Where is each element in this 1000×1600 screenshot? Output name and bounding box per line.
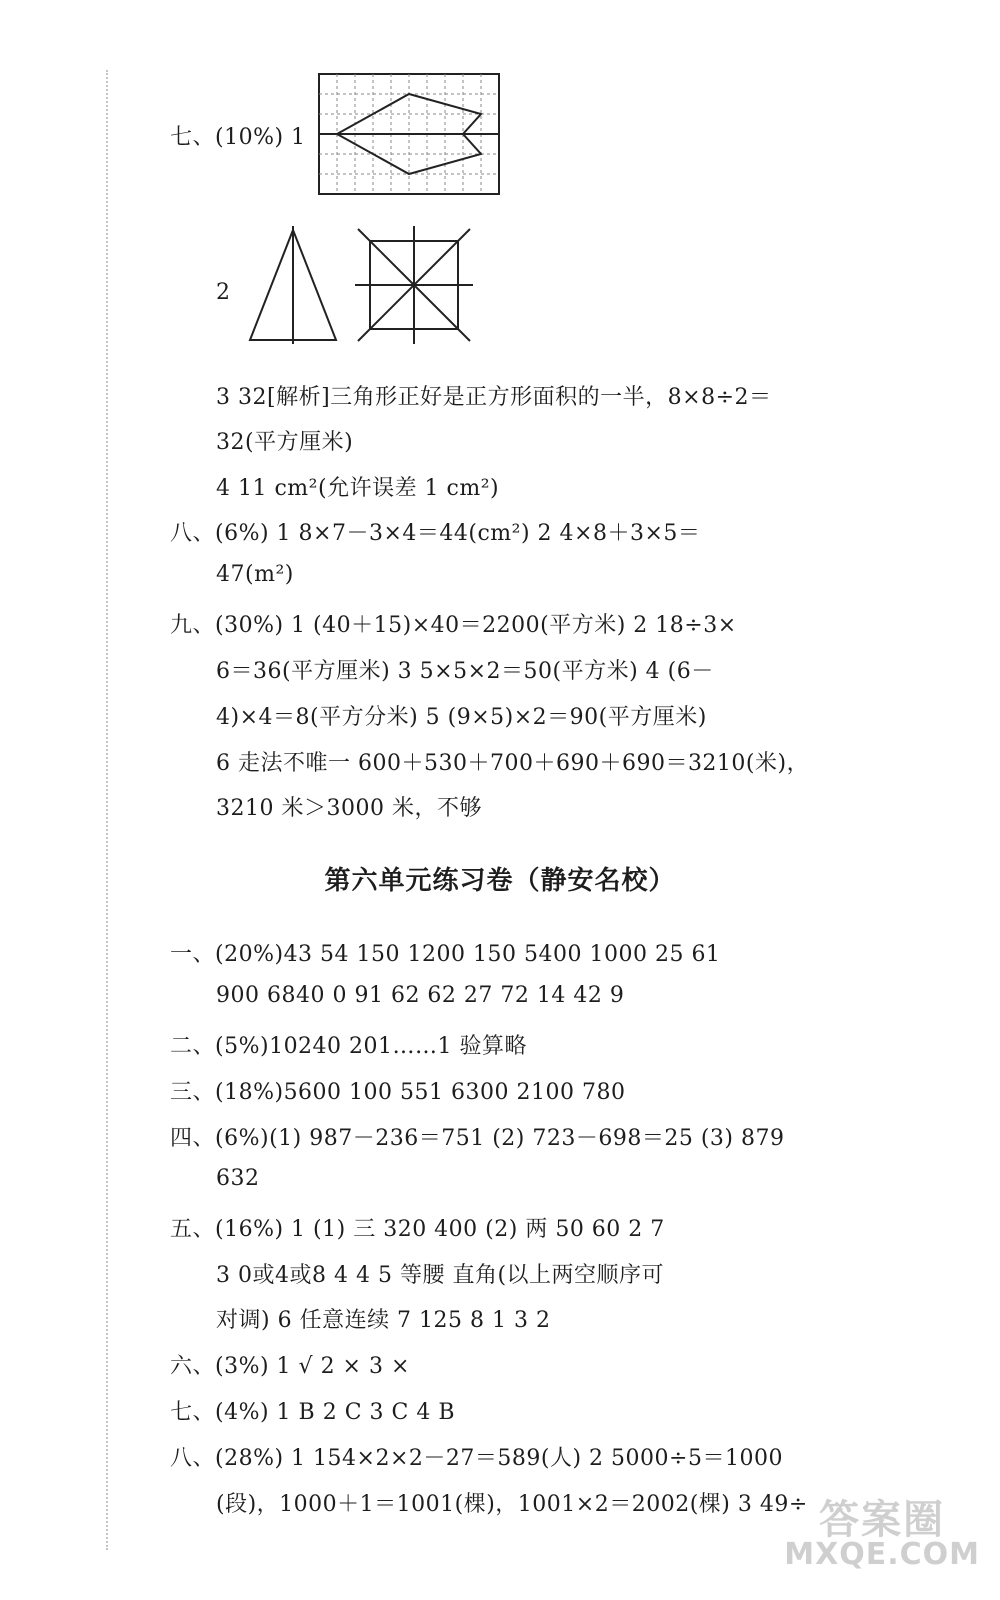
q7-item3-line1: 3 32[解析]三角形正好是正方形面积的一半，8×8÷2＝ — [216, 385, 772, 410]
b-q8-line1: 八、(28%) 1 154×2×2－27＝589(人) 2 5000÷5＝1000 — [170, 1446, 783, 1471]
b-q5-line3: 对调) 6 任意连续 7 125 8 1 3 2 — [216, 1308, 551, 1333]
b-q7: 七、(4%) 1 B 2 C 3 C 4 B — [170, 1400, 456, 1425]
b-q6: 六、(3%) 1 √ 2 × 3 × — [170, 1354, 410, 1379]
b-q8-line2: (段)，1000＋1＝1001(棵)，1001×2＝2002(棵) 3 49÷ — [216, 1492, 808, 1517]
q9-line3: 4)×4＝8(平方分米) 5 (9×5)×2＝90(平方厘米) — [216, 705, 707, 730]
binding-margin-rule — [106, 70, 108, 1550]
b-q4-line1: 四、(6%)(1) 987－236＝751 (2) 723－698＝25 (3) 879 — [170, 1126, 785, 1151]
b-q1-line1: 一、(20%)43 54 150 1200 150 5400 1000 25 61 — [170, 942, 721, 967]
b-q5-line1: 五、(16%) 1 (1) 三 320 400 (2) 两 50 60 2 7 — [170, 1217, 665, 1242]
b-q3: 三、(18%)5600 100 551 6300 2100 780 — [170, 1080, 626, 1105]
b-q1-line2: 900 6840 0 91 62 62 27 72 14 42 9 — [216, 983, 625, 1008]
q9-line1: 九、(30%) 1 (40＋15)×40＝2200(平方米) 2 18÷3× — [170, 613, 737, 638]
q7-triangle-figure — [246, 226, 346, 344]
b-q4-line2: 632 — [216, 1166, 260, 1191]
q8-line2: 47(m²) — [216, 562, 294, 587]
q7-item3-line2: 32(平方厘米) — [216, 430, 354, 455]
b-q5-line2: 3 0或4或8 4 4 5 等腰 直角(以上两空顺序可 — [216, 1263, 665, 1288]
watermark-top: 答案圈 — [819, 1497, 946, 1543]
watermark — [784, 1497, 980, 1572]
q7-item4: 4 11 cm²(允许误差 1 cm²) — [216, 476, 500, 501]
q7-item2-label: 2 — [216, 280, 231, 305]
q7-square-figure — [355, 226, 473, 344]
q9-line4: 6 走法不唯一 600＋530＋700＋690＋690＝3210(米)， — [216, 751, 810, 776]
q7-grid-figure — [318, 73, 500, 195]
section-title: 第六单元练习卷（静安名校） — [324, 866, 676, 896]
q9-line2: 6＝36(平方厘米) 3 5×5×2＝50(平方米) 4 (6－ — [216, 659, 714, 684]
b-q2: 二、(5%)10240 201……1 验算略 — [170, 1034, 528, 1059]
watermark-bottom: MXQE.COM — [784, 1537, 980, 1572]
q8-line1: 八、(6%) 1 8×7－3×4＝44(cm²) 2 4×8＋3×5＝ — [170, 521, 701, 546]
q7-label: 七、(10%) 1 — [170, 125, 306, 150]
q9-line5: 3210 米＞3000 米，不够 — [216, 796, 482, 821]
